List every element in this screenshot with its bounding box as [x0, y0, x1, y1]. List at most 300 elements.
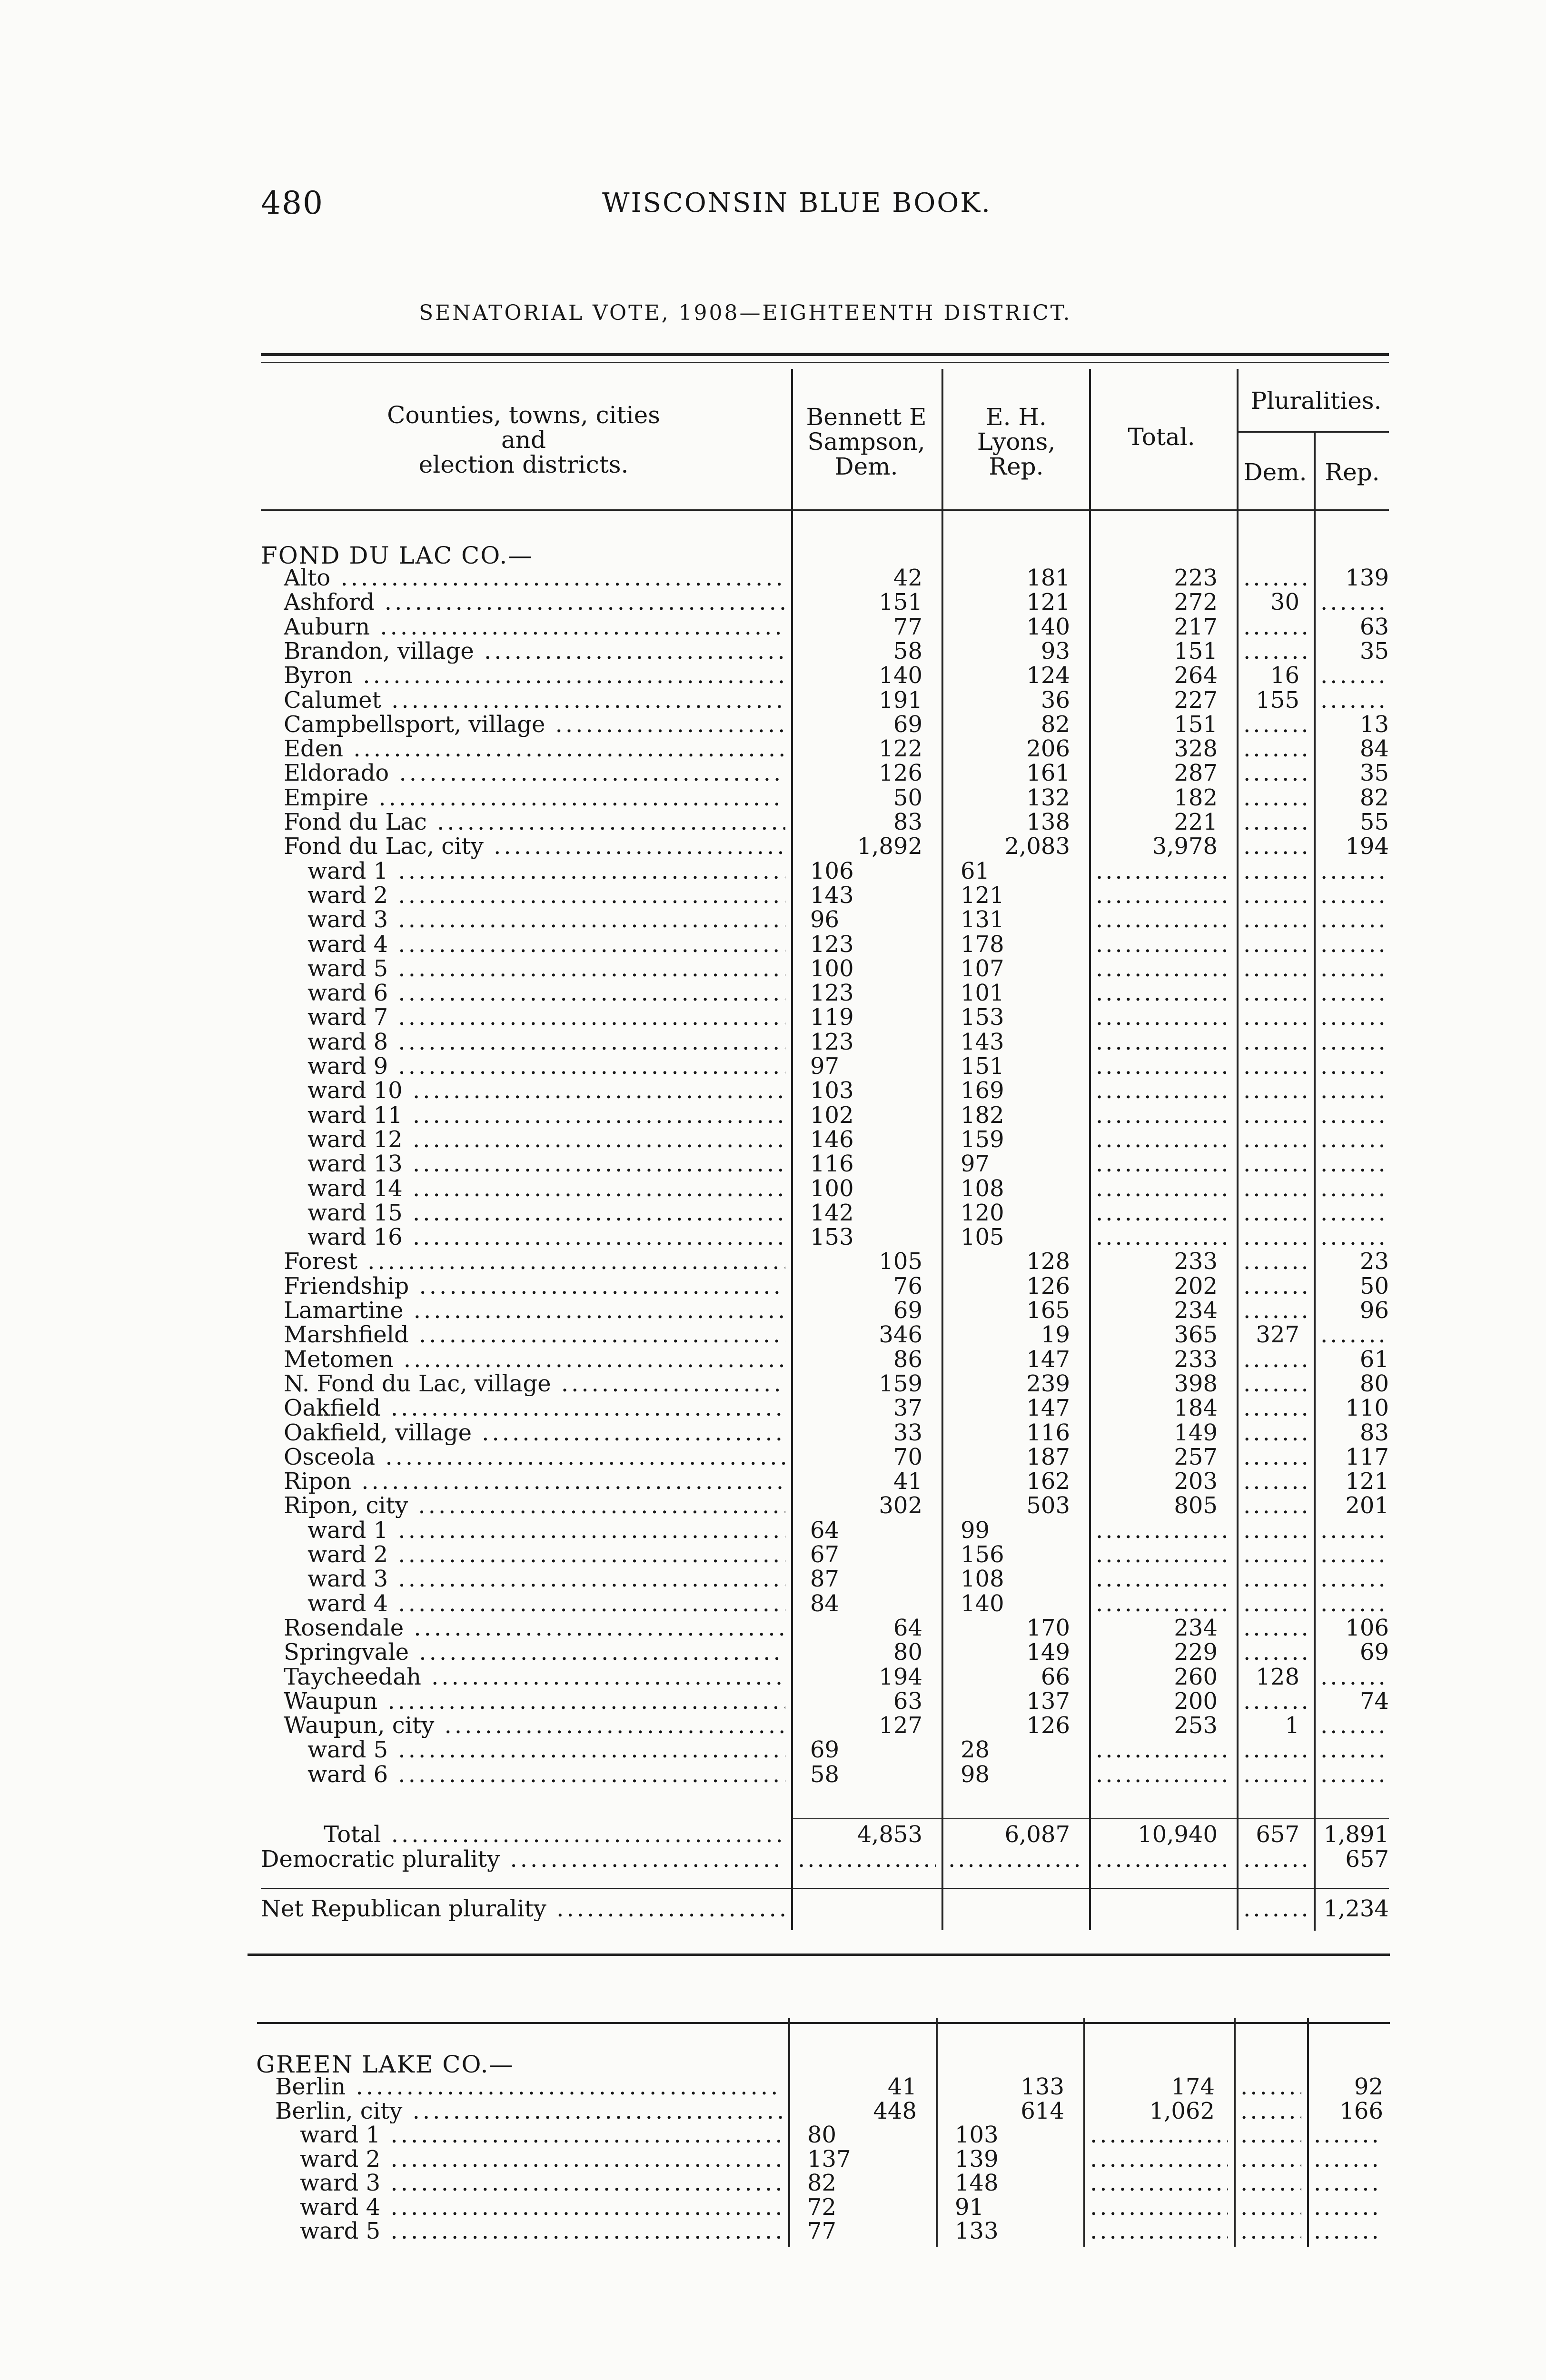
ward-lyons-value: 91	[955, 2193, 984, 2221]
row-label: Berlin, city .....	[275, 2099, 783, 2123]
row-label: Waupun, city .....	[284, 1713, 785, 1738]
rep-leader	[1320, 883, 1388, 908]
rep-leader	[1320, 663, 1388, 688]
dem-leader	[1243, 1542, 1308, 1567]
ward-sampson-value: 123	[810, 931, 854, 958]
rep-leader	[1314, 2122, 1382, 2147]
row-label: ward 3 .....	[307, 907, 785, 932]
dem-leader	[1243, 907, 1308, 932]
table-row	[0, 1469, 1546, 1494]
table-row	[0, 2099, 1546, 2123]
rep-leader	[1320, 1542, 1388, 1567]
lyons-value: 239	[1026, 1370, 1070, 1397]
lyons-value: 206	[1026, 735, 1070, 763]
table-row	[0, 639, 1546, 664]
ward-row	[0, 1005, 1546, 1030]
header-district-line2: and	[501, 426, 546, 454]
rep-plurality-value: 166	[1339, 2097, 1383, 2124]
ward-sampson-value: 58	[810, 1761, 840, 1788]
dem-leader	[1243, 1640, 1308, 1665]
table-row	[0, 785, 1546, 810]
row-label: ward 1 .....	[307, 859, 785, 883]
rep-leader	[1320, 688, 1388, 713]
dem-leader	[1243, 785, 1308, 810]
total-value: 365	[1174, 1321, 1218, 1349]
dem-leader	[1243, 1689, 1308, 1714]
total-lyons-value: 6,087	[1004, 1821, 1070, 1848]
total-value: 234	[1174, 1297, 1218, 1324]
header-sampson-line1: Bennett E	[806, 403, 927, 431]
dem-leader	[1243, 1896, 1308, 1921]
sampson-value: 127	[879, 1712, 922, 1739]
row-label: Oakfield, village .....	[284, 1420, 785, 1445]
rep-plurality-value: 13	[1359, 711, 1389, 738]
dem-leader	[1240, 2099, 1301, 2123]
ward-row	[0, 1176, 1546, 1201]
total-row	[0, 1822, 1546, 1847]
row-label: ward 1 .....	[300, 2122, 783, 2147]
rep-plurality-value: 84	[1359, 735, 1389, 763]
dem-leader	[1243, 1298, 1308, 1323]
row-label: ward 9 .....	[307, 1054, 785, 1079]
header-district-line3: election districts.	[418, 451, 629, 478]
rep-leader	[1320, 956, 1388, 981]
dem-leader	[1243, 736, 1308, 761]
net-rep-plurality-label: Net Republican plurality .....	[261, 1896, 784, 1921]
table-row	[0, 1445, 1546, 1469]
dem-plurality-label: Democratic plurality .....	[261, 1847, 784, 1872]
row-label: Eldorado .....	[284, 761, 785, 785]
total-value: 805	[1174, 1492, 1218, 1519]
running-head: WISCONSIN BLUE BOOK.	[602, 188, 991, 218]
county-fond-du-lac: FOND DU LAC CO.—	[261, 542, 533, 569]
dem-leader	[1243, 1420, 1308, 1445]
sampson-value: 70	[893, 1443, 922, 1470]
header-sampson	[790, 405, 942, 479]
table-row	[0, 615, 1546, 639]
row-label: ward 2 .....	[300, 2147, 783, 2172]
rep-plurality-value: 50	[1359, 1272, 1389, 1299]
ward-sampson-value: 119	[810, 1004, 854, 1031]
lyons-value: 133	[1021, 2073, 1064, 2100]
sampson-value: 76	[893, 1272, 922, 1299]
row-label: ward 5 .....	[300, 2219, 783, 2243]
dem-plurality-rep-value: 657	[1345, 1846, 1389, 1873]
ward-lyons-value: 156	[961, 1541, 1004, 1568]
header-dem-label: Dem.	[1243, 458, 1307, 486]
table-row	[0, 1420, 1546, 1445]
table-row	[0, 1713, 1546, 1738]
row-label: Taycheedah .....	[284, 1665, 785, 1689]
ward-sampson-value: 102	[810, 1101, 854, 1129]
lyons-value: 82	[1041, 711, 1070, 738]
rep-leader	[1320, 907, 1388, 932]
dem-leader	[1243, 1567, 1308, 1591]
ward-lyons-value: 169	[961, 1077, 1004, 1104]
total-value: 233	[1174, 1248, 1218, 1275]
ward-sampson-value: 72	[807, 2193, 837, 2221]
total-value: 264	[1174, 662, 1218, 689]
dem-leader	[1243, 1347, 1308, 1372]
dem-leader	[1243, 1616, 1308, 1640]
lyons-value: 138	[1026, 809, 1070, 835]
total-rep-value: 1,891	[1323, 1821, 1389, 1848]
row-label: Waupun .....	[284, 1689, 785, 1714]
total-value: 151	[1174, 637, 1218, 664]
rep-plurality-value: 121	[1345, 1468, 1389, 1495]
rep-plurality-value: 23	[1359, 1248, 1389, 1275]
sampson-value: 63	[893, 1687, 922, 1715]
dem-leader	[1243, 932, 1308, 957]
ward-lyons-value: 101	[961, 980, 1004, 1007]
ward-lyons-value: 153	[961, 1004, 1004, 1031]
row-label: Auburn .....	[284, 615, 785, 639]
total-leader	[1096, 956, 1231, 981]
row-label: N. Fond du Lac, village .....	[284, 1371, 785, 1396]
row-label: ward 4 .....	[300, 2195, 783, 2220]
sampson-value: 77	[893, 613, 922, 640]
lyons-value: 614	[1021, 2097, 1064, 2124]
total-leader	[1096, 1054, 1231, 1079]
row-label: Springvale .....	[284, 1640, 785, 1665]
row-label: Fond du Lac .....	[284, 810, 785, 834]
ward-sampson-value: 143	[810, 882, 854, 909]
lyons-value: 124	[1026, 662, 1070, 689]
total-leader	[1096, 1225, 1231, 1250]
dem-leader	[1243, 1274, 1308, 1299]
total-value: 149	[1174, 1419, 1218, 1446]
dem-leader	[1243, 1030, 1308, 1054]
ward-lyons-value: 182	[961, 1101, 1004, 1129]
row-label: Fond du Lac, city .....	[284, 834, 785, 859]
row-label: Forest .....	[284, 1249, 785, 1274]
row-label: Empire .....	[284, 785, 785, 810]
ward-row	[0, 1054, 1546, 1079]
ward-sampson-value: 142	[810, 1199, 854, 1226]
dem-leader	[1243, 1151, 1308, 1176]
header-lyons-line2: Lyons,	[977, 428, 1056, 456]
row-label: ward 5 .....	[307, 956, 785, 981]
ward-row	[0, 883, 1546, 908]
table-row	[0, 1347, 1546, 1372]
table-row	[0, 1396, 1546, 1420]
lyons-value: 93	[1041, 637, 1070, 664]
rep-leader	[1320, 981, 1388, 1005]
rep-leader	[1314, 2171, 1382, 2195]
total-leader	[1096, 1078, 1231, 1103]
lyons-value: 19	[1041, 1321, 1070, 1349]
table-row	[0, 1322, 1546, 1347]
ward-lyons-value: 121	[961, 882, 1004, 909]
table-row	[0, 736, 1546, 761]
header-rep-label: Rep.	[1325, 458, 1380, 486]
ward-lyons-value: 107	[961, 955, 1004, 982]
header-lyons	[945, 405, 1088, 479]
header-sampson-line2: Sampson,	[807, 428, 925, 456]
dem-leader	[1243, 1225, 1308, 1250]
lyons-leader	[948, 1847, 1083, 1872]
rep-plurality-value: 82	[1359, 784, 1389, 811]
table-row	[0, 1298, 1546, 1323]
rep-plurality-value: 139	[1345, 565, 1389, 591]
table-row	[0, 1493, 1546, 1518]
sampson-value: 37	[893, 1395, 922, 1422]
row-label: Marshfield .....	[284, 1322, 785, 1347]
dem-leader	[1243, 956, 1308, 981]
total-leader	[1090, 2219, 1228, 2243]
lyons-value: 132	[1026, 784, 1070, 811]
ward-sampson-value: 116	[810, 1150, 854, 1178]
ward-sampson-value: 64	[810, 1517, 840, 1544]
rep-leader	[1320, 1005, 1388, 1030]
dem-plurality-value: 155	[1256, 686, 1299, 714]
sampson-value: 346	[879, 1321, 922, 1349]
row-label: Ashford .....	[284, 590, 785, 615]
lyons-value: 165	[1026, 1297, 1070, 1324]
row-label: ward 6 .....	[307, 1762, 785, 1787]
lyons-value: 126	[1026, 1712, 1070, 1739]
ward-lyons-value: 105	[961, 1224, 1004, 1251]
dem-plurality-value: 128	[1256, 1663, 1299, 1690]
rep-leader	[1314, 2195, 1382, 2220]
total-dem-value: 657	[1256, 1821, 1299, 1848]
lyons-value: 147	[1026, 1395, 1070, 1422]
rep-plurality-value: 92	[1354, 2073, 1383, 2100]
sampson-value: 69	[893, 1297, 922, 1324]
header-district-line1: Counties, towns, cities	[387, 401, 660, 429]
lyons-value: 162	[1026, 1468, 1070, 1495]
lyons-value: 128	[1026, 1248, 1070, 1275]
total-leader	[1096, 1176, 1231, 1201]
ward-lyons-value: 108	[961, 1175, 1004, 1202]
rep-leader	[1314, 2147, 1382, 2172]
ward-sampson-value: 96	[810, 906, 840, 933]
ward-sampson-value: 67	[810, 1541, 840, 1568]
ward-row	[0, 1030, 1546, 1054]
header-lyons-line3: Rep.	[989, 453, 1044, 480]
ward-row	[0, 2147, 1546, 2172]
lyons-value: 140	[1026, 613, 1070, 640]
sampson-value: 151	[879, 589, 922, 616]
total-leader	[1096, 1762, 1231, 1787]
row-label: ward 6 .....	[307, 981, 785, 1005]
row-label: Osceola .....	[284, 1445, 785, 1469]
sampson-value: 41	[893, 1468, 922, 1495]
row-label: Alto .....	[284, 565, 785, 590]
lyons-value: 161	[1026, 760, 1070, 787]
header-sampson-line3: Dem.	[834, 453, 898, 480]
sampson-value: 191	[879, 686, 922, 714]
ward-row	[0, 2122, 1546, 2147]
ward-lyons-value: 133	[955, 2218, 999, 2244]
dem-leader	[1243, 1078, 1308, 1103]
row-label: Ripon, city .....	[284, 1493, 785, 1518]
rep-plurality-value: 117	[1345, 1443, 1389, 1470]
ward-row	[0, 956, 1546, 981]
total-value: 272	[1174, 589, 1218, 616]
ward-lyons-value: 148	[955, 2170, 999, 2196]
ward-row	[0, 1737, 1546, 1762]
ward-lyons-value: 103	[955, 2122, 999, 2148]
ward-lyons-value: 99	[961, 1517, 990, 1544]
table-row	[0, 1274, 1546, 1299]
sampson-value: 42	[893, 565, 922, 591]
ward-row	[0, 1078, 1546, 1103]
rep-plurality-value: 194	[1345, 833, 1389, 860]
rep-plurality-value: 35	[1359, 637, 1389, 664]
row-label: ward 14 .....	[307, 1176, 785, 1201]
lyons-value: 116	[1026, 1419, 1070, 1446]
sampson-value: 69	[893, 711, 922, 738]
row-label: Oakfield .....	[284, 1396, 785, 1420]
dem-leader	[1243, 1103, 1308, 1128]
ward-row	[0, 981, 1546, 1005]
sampson-value: 80	[893, 1639, 922, 1666]
ward-sampson-value: 77	[807, 2218, 837, 2244]
rep-leader	[1320, 1103, 1388, 1128]
total-value: 234	[1174, 1614, 1218, 1641]
total-leader	[1096, 883, 1231, 908]
total-value: 3,978	[1152, 833, 1218, 860]
ward-row	[0, 1591, 1546, 1616]
rep-plurality-value: 61	[1359, 1346, 1389, 1373]
ward-row	[0, 1518, 1546, 1543]
ward-row	[0, 2219, 1546, 2243]
total-value: 202	[1174, 1272, 1218, 1299]
row-label: ward 16 .....	[307, 1225, 785, 1250]
sampson-value: 159	[879, 1370, 922, 1397]
ward-row	[0, 1542, 1546, 1567]
table-row	[0, 834, 1546, 859]
total-label: Total .....	[324, 1822, 784, 1847]
rep-leader	[1320, 1567, 1388, 1591]
dem-leader	[1243, 1249, 1308, 1274]
row-label: ward 13 .....	[307, 1151, 785, 1176]
rep-leader	[1320, 1665, 1388, 1689]
row-label: Eden .....	[284, 736, 785, 761]
rep-plurality-value: 83	[1359, 1419, 1389, 1446]
rep-leader	[1320, 1200, 1388, 1225]
dem-leader	[1243, 761, 1308, 785]
row-label: Ripon .....	[284, 1469, 785, 1494]
header-district	[286, 403, 762, 477]
total-value: 200	[1174, 1687, 1218, 1715]
dem-leader	[1243, 1176, 1308, 1201]
table-row	[0, 1640, 1546, 1665]
ward-sampson-value: 82	[807, 2170, 837, 2196]
total-leader	[1096, 1200, 1231, 1225]
ward-lyons-value: 98	[961, 1761, 990, 1788]
total-leader	[1096, 932, 1231, 957]
dem-plurality-value: 30	[1270, 589, 1299, 616]
total-leader	[1096, 859, 1231, 883]
dem-leader	[1243, 1200, 1308, 1225]
rep-leader	[1320, 1737, 1388, 1762]
dem-leader	[1240, 2195, 1301, 2220]
row-label: Campbellsport, village .....	[284, 712, 785, 737]
ward-row	[0, 859, 1546, 883]
total-leader	[1096, 1030, 1231, 1054]
ward-sampson-value: 69	[810, 1736, 840, 1764]
ward-sampson-value: 153	[810, 1224, 854, 1251]
green-lake-top-rule	[257, 2022, 1390, 2024]
dem-leader	[1243, 1847, 1308, 1872]
dem-leader	[1243, 810, 1308, 834]
total-value: 227	[1174, 686, 1218, 714]
dem-leader	[1243, 1054, 1308, 1079]
section-end-rule	[248, 1954, 1390, 1956]
row-label: ward 8 .....	[307, 1030, 785, 1054]
rep-plurality-value: 69	[1359, 1639, 1389, 1666]
dem-leader	[1243, 1591, 1308, 1616]
dem-leader	[1243, 883, 1308, 908]
total-value: 1,062	[1149, 2097, 1215, 2124]
dem-leader	[1243, 859, 1308, 883]
total-value: 328	[1174, 735, 1218, 763]
ward-lyons-value: 178	[961, 931, 1004, 958]
table-row	[0, 688, 1546, 713]
ward-lyons-value: 108	[961, 1566, 1004, 1593]
ward-lyons-value: 61	[961, 857, 990, 884]
dem-leader	[1243, 1396, 1308, 1420]
ward-sampson-value: 97	[810, 1053, 840, 1080]
rep-leader	[1320, 1127, 1388, 1152]
dem-leader	[1243, 1445, 1308, 1469]
ward-sampson-value: 80	[807, 2122, 837, 2148]
dem-leader	[1240, 2147, 1301, 2172]
ward-lyons-value: 97	[961, 1150, 990, 1178]
top-rule-thin	[261, 362, 1389, 363]
lyons-value: 170	[1026, 1614, 1070, 1641]
sampson-value: 33	[893, 1419, 922, 1446]
table-row	[0, 761, 1546, 785]
row-label: Rosendale .....	[284, 1616, 785, 1640]
total-total-value: 10,940	[1138, 1821, 1218, 1848]
page-number: 480	[261, 185, 324, 221]
total-leader	[1096, 1542, 1231, 1567]
ward-sampson-value: 103	[810, 1077, 854, 1104]
lyons-value: 187	[1026, 1443, 1070, 1470]
table-row	[0, 663, 1546, 688]
sampson-value: 83	[893, 809, 922, 835]
ward-row	[0, 2171, 1546, 2195]
table-row	[0, 565, 1546, 590]
sampson-value: 1,892	[857, 833, 922, 860]
dem-leader	[1243, 981, 1308, 1005]
net-rule	[261, 1888, 1389, 1889]
rep-leader	[1320, 1054, 1388, 1079]
row-label: ward 11 .....	[307, 1103, 785, 1128]
dem-leader	[1243, 1371, 1308, 1396]
row-label: Berlin .....	[275, 2074, 783, 2099]
ward-row	[0, 1225, 1546, 1250]
dem-plurality-row	[0, 1847, 1546, 1872]
total-value: 203	[1174, 1468, 1218, 1495]
dem-plurality-value: 327	[1256, 1321, 1299, 1349]
total-leader	[1090, 2195, 1228, 2220]
total-sampson-value: 4,853	[857, 1821, 922, 1848]
total-leader	[1096, 1151, 1231, 1176]
ward-sampson-value: 123	[810, 1028, 854, 1055]
lyons-value: 126	[1026, 1272, 1070, 1299]
total-rule	[791, 1818, 1389, 1819]
lyons-value: 66	[1041, 1663, 1070, 1690]
table-row	[0, 1371, 1546, 1396]
dem-plurality-value: 1	[1285, 1712, 1299, 1739]
lyons-value: 121	[1026, 589, 1070, 616]
lyons-value: 149	[1026, 1639, 1070, 1666]
header-rep	[1317, 460, 1388, 485]
